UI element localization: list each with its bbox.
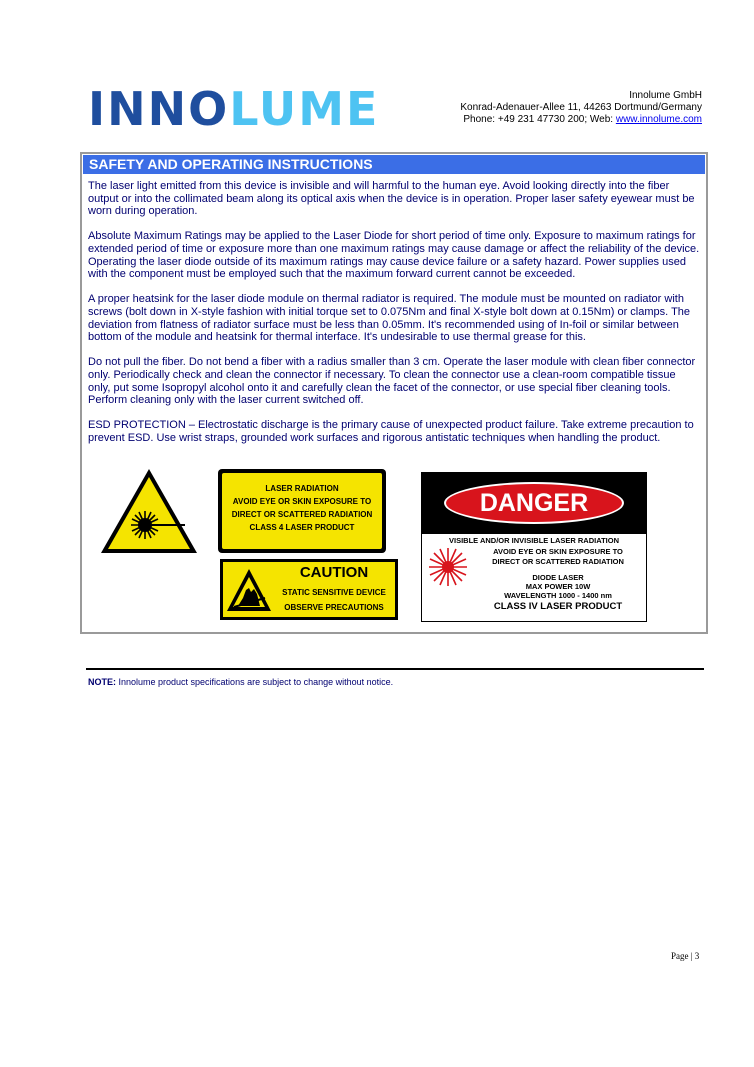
caution-text	[275, 585, 393, 615]
note-label: NOTE:	[88, 677, 116, 687]
danger-specs	[474, 573, 642, 600]
logo-text-light: LUME	[229, 82, 380, 136]
paragraph-fiber-handling: Do not pull the fiber. Do not bend a fiber with a radius smaller than 3 cm. Operate the laser module with clean fiber connector only. Periodically check and clean the connector if necessary. To clean the connector use a clean-room compatible tissue only, put some Isopropyl alcohol onto it and carefully clean the facet of the connector, or use special fiber cleaning tools. Perform cleaning only with the laser current switched off.	[88, 356, 696, 407]
caution-line1: STATIC SENSITIVE DEVICE	[282, 588, 386, 597]
page-number: Page | 3	[671, 951, 700, 961]
laser-radiation-line1: LASER RADIATION	[265, 484, 339, 493]
section-title: SAFETY AND OPERATING INSTRUCTIONS	[83, 155, 705, 174]
danger-line3: DIODE LASER	[532, 573, 584, 582]
caution-title: CAUTION	[299, 564, 369, 581]
danger-line1: AVOID EYE OR SKIN EXPOSURE TO	[493, 547, 623, 556]
caution-line2: OBSERVE PRECAUTIONS	[284, 603, 384, 612]
paragraph-max-ratings: Absolute Maximum Ratings may be applied to the Laser Diode for short period of time only. Exposure to maximum ratings for extended period of time or exposure more than one maximum ratings may cause damage or affect the reliability of the device. Operating the laser diode outside of its maximum ratings may cause device failure or a safety hazard. Power supplies used with the component must be employed such that the maximum forward current cannot be exceeded.	[88, 230, 700, 281]
paragraph-heatsink: A proper heatsink for the laser diode module on thermal radiator is required. The module must be mounted on radiator with screws (bolt down in X-style fashion with initial torque set to 0.075Nm and final X-style bolt down at 0.15Nm) or clamps. The deviation from flatness of radiator surface must be less than 0.05mm. It's recommended using of In-foil or similar between bottom of the module and heatsink for thermal interface. It's undesirable to use thermal grease for this.	[88, 293, 691, 344]
danger-class: CLASS IV LASER PRODUCT	[493, 601, 623, 612]
paragraph-esd-protection: ESD PROTECTION – Electrostatic discharge is the primary cause of unexpected product failure. Take extreme precaution to prevent ESD. Use wrist straps, grounded work surfaces and rigorous antistatic techniques when handling the product.	[88, 419, 694, 444]
contact-phone: Phone: +49 231 47730 200; Web:	[463, 114, 616, 125]
danger-title: DANGER	[444, 482, 624, 524]
company-address: Konrad-Adenauer-Allee 11, 44263 Dortmund/Germany	[460, 102, 702, 113]
danger-line4: MAX POWER 10W	[525, 582, 591, 591]
paragraph-eye-safety: The laser light emitted from this device is invisible and will harmful to the human eye. Avoid looking directly into the fiber output or into the collimated beam along its optical axis when the device is in operation. Proper laser safety eyewear must be worn during operation.	[88, 180, 695, 218]
laser-radiation-line2: AVOID EYE OR SKIN EXPOSURE TO	[232, 497, 372, 506]
danger-exposure-text	[474, 547, 642, 567]
esd-hand-icon	[226, 568, 272, 612]
footer-divider	[86, 668, 704, 670]
laser-radiation-line4: CLASS 4 LASER PRODUCT	[249, 523, 355, 532]
laser-starburst-icon	[426, 545, 470, 589]
laser-radiation-line3: DIRECT OR SCATTERED RADIATION	[231, 510, 373, 519]
logo-text-dark: INNO	[88, 82, 230, 136]
danger-line5: WAVELENGTH 1000 - 1400 nm	[504, 591, 612, 600]
safety-instructions-box	[80, 152, 708, 634]
danger-line2: DIRECT OR SCATTERED RADIATION	[492, 557, 624, 566]
section-body	[82, 174, 706, 444]
danger-header	[422, 473, 646, 534]
danger-subtitle: VISIBLE AND/OR INVISIBLE LASER RADIATION	[448, 536, 619, 545]
company-name: Innolume GmbH	[629, 90, 702, 101]
caution-esd-label	[220, 559, 398, 620]
laser-radiation-label	[218, 469, 386, 553]
laser-radiation-panel	[222, 473, 382, 549]
danger-sign	[421, 472, 647, 622]
company-info	[460, 90, 702, 126]
caution-panel	[223, 562, 395, 617]
laser-warning-triangle-icon	[99, 467, 199, 555]
innolume-logo	[88, 82, 380, 136]
website-link[interactable]: www.innolume.com	[615, 114, 702, 125]
footer-note	[88, 677, 393, 687]
company-contact	[460, 114, 702, 126]
note-text: Innolume product specifications are subject to change without notice.	[116, 677, 394, 687]
